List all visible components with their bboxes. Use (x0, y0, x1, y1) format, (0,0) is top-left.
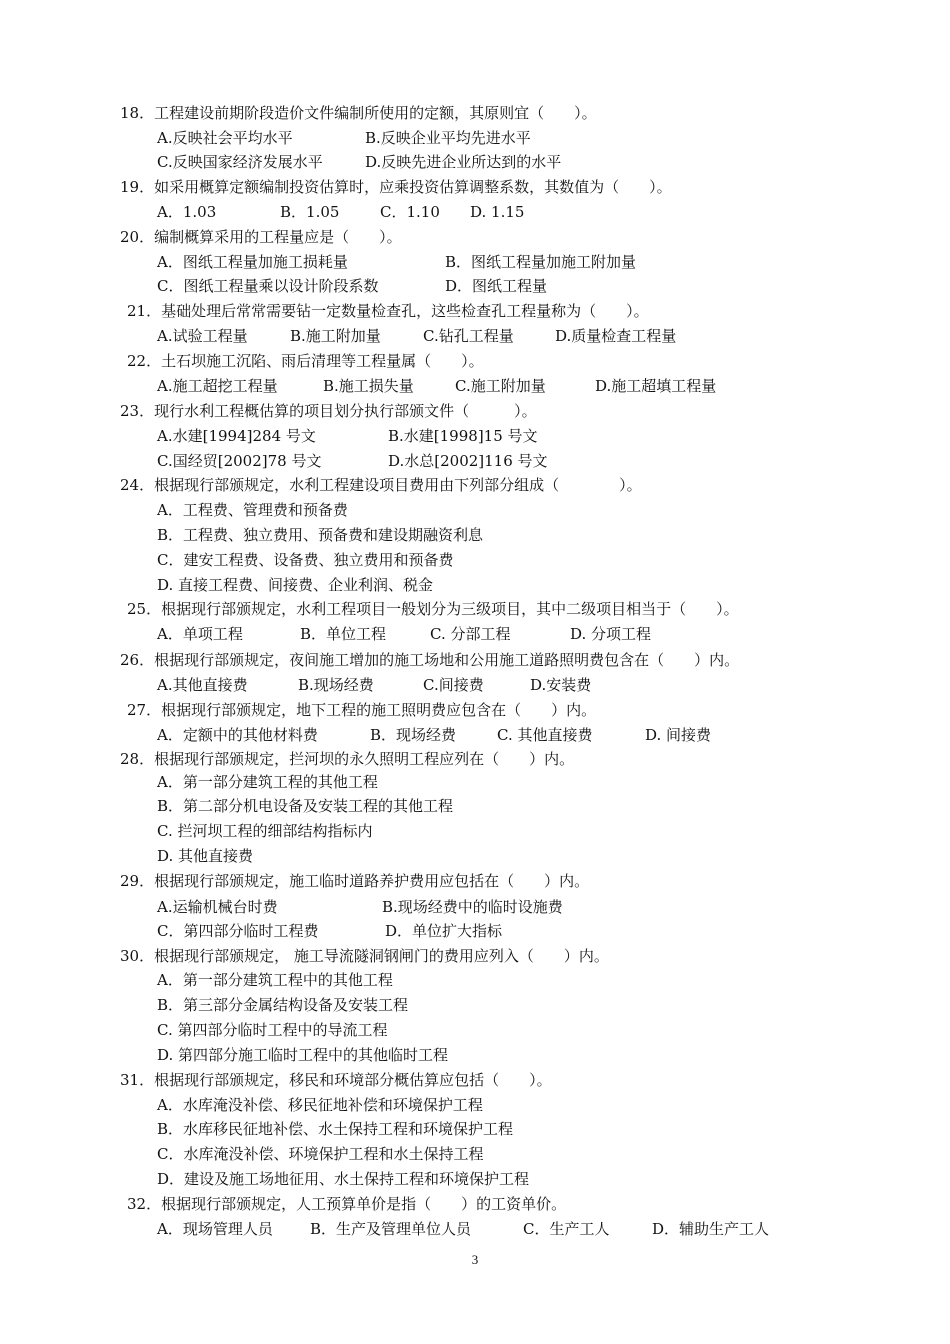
answer-option: D．建设及施工场地征用、水土保持工程和环境保护工程 (157, 1170, 530, 1188)
answer-option: D.安装费 (530, 676, 592, 694)
answer-option: D. 直接工程费、间接费、企业利润、税金 (157, 576, 434, 594)
question-stem: 25．根据现行部颁规定，水利工程项目一般划分为三级项目，其中二级项目相当于（ ）。 (127, 600, 739, 618)
question-stem: 28．根据现行部颁规定，拦河坝的永久照明工程应列在（ ）内。 (120, 750, 575, 768)
answer-option: B.水建[1998]15 号文 (388, 427, 538, 445)
answer-option: C．第四部分临时工程费 (157, 922, 319, 940)
question-stem: 21．基础处理后常常需要钻一定数量检查孔，这些检查孔工程量称为（ ）。 (127, 302, 649, 320)
answer-option: B.反映企业平均先进水平 (365, 129, 531, 147)
answer-option: B．水库移民征地补偿、水土保持工程和环境保护工程 (157, 1120, 514, 1138)
answer-option: B．生产及管理单位人员 (310, 1220, 472, 1238)
answer-option: B．第二部分机电设备及安装工程的其他工程 (157, 797, 454, 815)
answer-option: C．建安工程费、设备费、独立费用和预备费 (157, 551, 454, 569)
answer-option: B．工程费、独立费用、预备费和建设期融资利息 (157, 526, 484, 544)
question-stem: 23．现行水利工程概估算的项目划分执行部颁文件（ ）。 (120, 402, 537, 420)
answer-option: C. 第四部分临时工程中的导流工程 (157, 1021, 388, 1039)
answer-option: C．1.10 (380, 203, 440, 221)
answer-option: C．生产工人 (523, 1220, 610, 1238)
question-stem: 22．土石坝施工沉陷、雨后清理等工程量属（ ）。 (127, 352, 484, 370)
answer-option: D．辅助生产工人 (652, 1220, 770, 1238)
question-stem: 31．根据现行部颁规定，移民和环境部分概估算应包括（ ）。 (120, 1071, 552, 1089)
question-stem: 32．根据现行部颁规定，人工预算单价是指（ ）的工资单价。 (127, 1195, 567, 1213)
answer-option: B．1.05 (280, 203, 340, 221)
answer-option: B．现场经费 (370, 726, 457, 744)
answer-option: C.间接费 (423, 676, 484, 694)
answer-option: A.运输机械台时费 (157, 898, 278, 916)
question-stem: 24．根据现行部颁规定，水利工程建设项目费用由下列部分组成（ ）。 (120, 476, 642, 494)
answer-option: C．水库淹没补偿、环境保护工程和水土保持工程 (157, 1145, 484, 1163)
answer-option: D. 1.15 (470, 203, 525, 221)
answer-option: A．第一部分建筑工程中的其他工程 (157, 971, 393, 989)
answer-option: B.现场经费 (298, 676, 374, 694)
question-stem: 26．根据现行部颁规定，夜间施工增加的施工场地和公用施工道路照明费包含在（ ）内。 (120, 651, 740, 669)
question-stem: 27．根据现行部颁规定，地下工程的施工照明费应包含在（ ）内。 (127, 701, 597, 719)
question-stem: 18．工程建设前期阶段造价文件编制所使用的定额，其原则宜（ ）。 (120, 104, 597, 122)
question-stem: 20．编制概算采用的工程量应是（ ）。 (120, 228, 402, 246)
answer-option: A.水建[1994]284 号文 (157, 427, 316, 445)
answer-option: A．水库淹没补偿、移民征地补偿和环境保护工程 (157, 1096, 483, 1114)
answer-option: D. 其他直接费 (157, 847, 254, 865)
answer-option: C. 其他直接费 (497, 726, 593, 744)
answer-option: A．现场管理人员 (157, 1220, 273, 1238)
answer-option: B.施工附加量 (290, 327, 381, 345)
answer-option: D. 间接费 (645, 726, 712, 744)
answer-option: C. 拦河坝工程的细部结构指标内 (157, 822, 373, 840)
question-stem: 29．根据现行部颁规定，施工临时道路养护费用应包括在（ ）内。 (120, 872, 590, 890)
answer-option: D．单位扩大指标 (385, 922, 503, 940)
answer-option: B.现场经费中的临时设施费 (382, 898, 563, 916)
answer-option: D.质量检查工程量 (555, 327, 677, 345)
answer-option: C.反映国家经济发展水平 (157, 153, 323, 171)
answer-option: D.反映先进企业所达到的水平 (365, 153, 562, 171)
answer-option: A.反映社会平均水平 (157, 129, 293, 147)
answer-option: A．第一部分建筑工程的其他工程 (157, 773, 378, 791)
answer-option: A．工程费、管理费和预备费 (157, 501, 348, 519)
answer-option: A．图纸工程量加施工损耗量 (157, 253, 348, 271)
answer-option: A．单项工程 (157, 625, 243, 643)
answer-option: B.施工损失量 (323, 377, 414, 395)
answer-option: A．1.03 (157, 203, 217, 221)
question-stem: 19．如采用概算定额编制投资估算时，应乘投资估算调整系数，其数值为（ ）。 (120, 178, 672, 196)
answer-option: B．单位工程 (300, 625, 387, 643)
answer-option: D. 第四部分施工临时工程中的其他临时工程 (157, 1046, 449, 1064)
answer-option: D.水总[2002]116 号文 (388, 452, 548, 470)
answer-option: C.国经贸[2002]78 号文 (157, 452, 322, 470)
answer-option: D．图纸工程量 (445, 277, 548, 295)
answer-option: C.钻孔工程量 (423, 327, 514, 345)
page-number: 3 (471, 1252, 479, 1267)
answer-option: B．图纸工程量加施工附加量 (445, 253, 637, 271)
answer-option: A.施工超挖工程量 (157, 377, 278, 395)
answer-option: A.试验工程量 (157, 327, 248, 345)
answer-option: D.施工超填工程量 (595, 377, 717, 395)
answer-option: C.施工附加量 (455, 377, 546, 395)
answer-option: A.其他直接费 (157, 676, 248, 694)
answer-option: D. 分项工程 (570, 625, 652, 643)
question-stem: 30．根据现行部颁规定， 施工导流隧洞钢闸门的费用应列入（ ）内。 (120, 947, 609, 965)
answer-option: C. 分部工程 (430, 625, 511, 643)
answer-option: A．定额中的其他材料费 (157, 726, 318, 744)
answer-option: B．第三部分金属结构设备及安装工程 (157, 996, 409, 1014)
answer-option: C．图纸工程量乘以设计阶段系数 (157, 277, 379, 295)
